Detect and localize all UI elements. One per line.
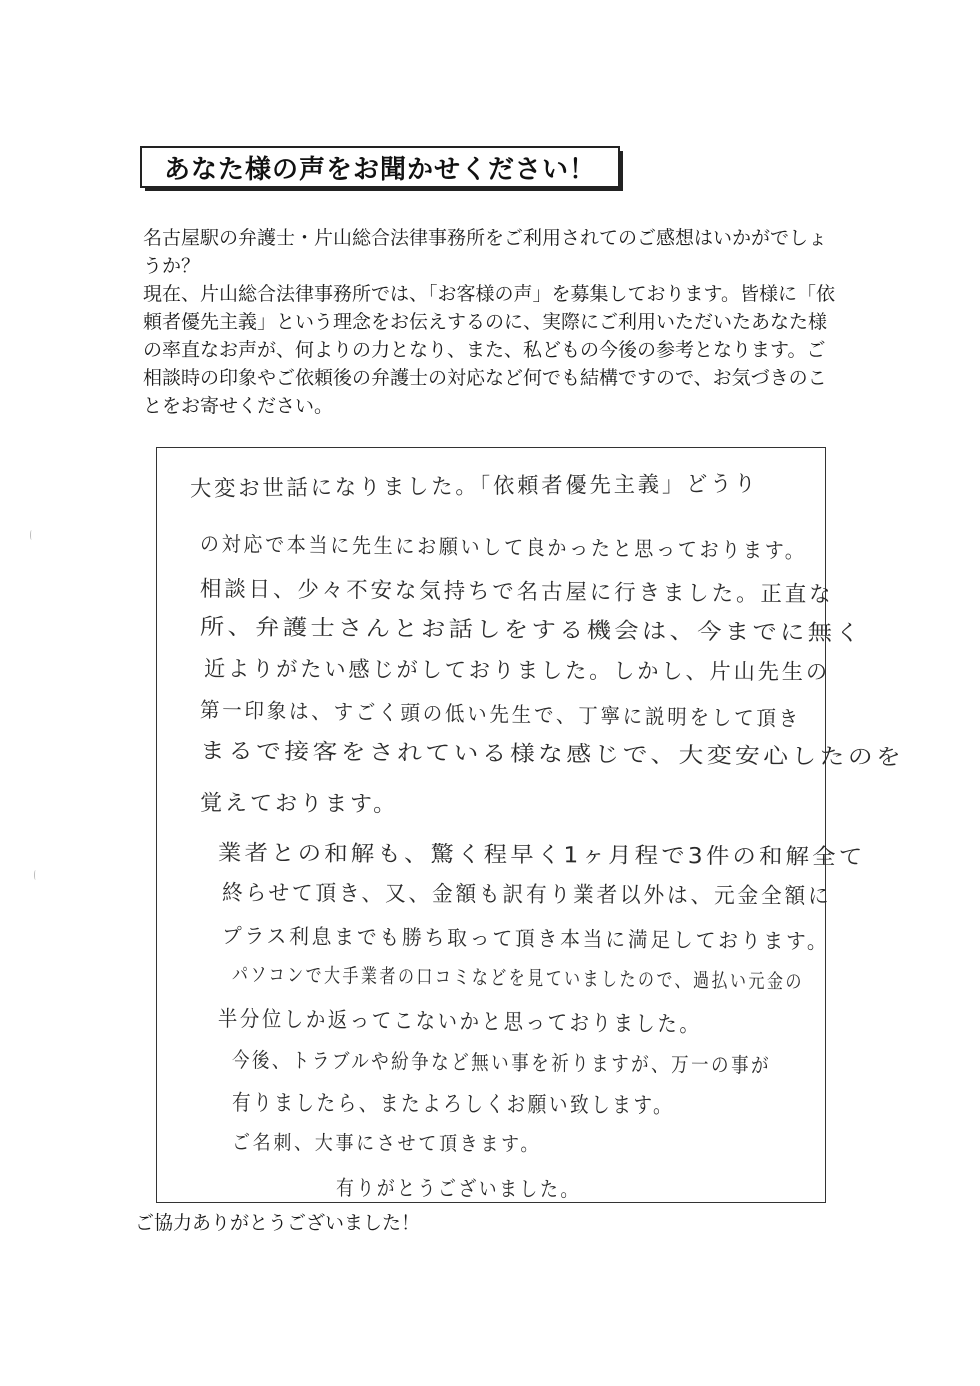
handwritten-line: プラス利息までも勝ち取って頂き本当に満足しております。 bbox=[221, 924, 830, 954]
intro-text bbox=[143, 224, 843, 420]
handwritten-line: 業者との和解も、驚く程早く1ヶ月程で3件の和解全て bbox=[217, 841, 866, 871]
handwritten-line: 終らせて頂き、又、金額も訳有り業者以外は、元金全額に bbox=[221, 881, 832, 910]
handwritten-line: 有りましたら、またよろしくお願い致します。 bbox=[231, 1091, 675, 1119]
handwritten-line: ご名刺、大事にさせて頂きます。 bbox=[231, 1130, 542, 1156]
handwritten-line: 第一印象は、すごく頭の低い先生で、丁寧に説明をして頂き bbox=[199, 698, 802, 732]
handwritten-line: 近よりがたい感じがしておりました。しかし、片山先生の bbox=[203, 657, 831, 686]
title-frame bbox=[140, 146, 620, 188]
handwritten-line: 大変お世話になりました。「依頼者優先主義」どうり bbox=[189, 471, 759, 502]
handwritten-line: パソコンで大手業者の口コミなどを見ていましたので、過払い元金の bbox=[231, 962, 804, 994]
handwritten-line: 覚えております。 bbox=[199, 791, 399, 818]
handwritten-line: 半分位しか返ってこないかと思っておりました。 bbox=[217, 1007, 702, 1038]
handwritten-line: まるで接客をされている様な感じで、大変安心したのを bbox=[199, 739, 905, 771]
scan-speck bbox=[34, 870, 37, 880]
title-box bbox=[140, 146, 620, 188]
intro-paragraph-2: 現在、片山総合法律事務所では、「お客様の声」を募集しております。皆様に「依頼者優先主義」という理念をお伝えするのに、実際にご利用いただいたあなた様の率直なお声が、何よりの力となり、また、私どもの今後の参考となります。ご相談時の印象やご依頼後の弁護士の対応など何でも結構ですので、お気づきのことをお寄せください。 bbox=[143, 283, 835, 417]
intro-paragraph-1: 名古屋駅の弁護士・片山総合法律事務所をご利用されてのご感想はいかがでしょうか？ bbox=[143, 227, 828, 277]
closing-thanks: ご協力ありがとうございました！ bbox=[135, 1212, 421, 1234]
handwritten-line: 所、弁護士さんとお話しをする機会は、今までに無く bbox=[199, 615, 864, 647]
handwritten-line: 今後、トラブルや紛争など無い事を祈りますが、万一の事が bbox=[231, 1048, 772, 1078]
handwritten-line: の対応で本当に先生にお願いして良かったと思っております。 bbox=[199, 532, 807, 564]
handwritten-line: 相談日、少々不安な気持ちで名古屋に行きました。正直な bbox=[199, 577, 834, 608]
page-title: あなた様の声をお聞かせください！ bbox=[163, 154, 596, 185]
handwritten-signoff: 有りがとうございました。 bbox=[335, 1176, 581, 1202]
scan-speck bbox=[30, 530, 33, 540]
